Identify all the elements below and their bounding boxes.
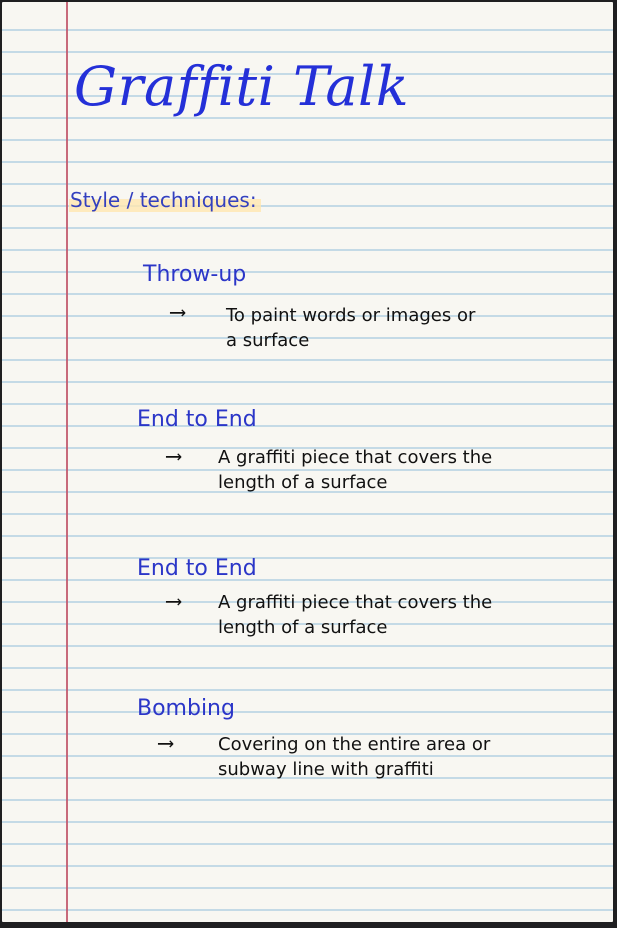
definition-throw-up: To paint words or images or a surface <box>226 305 476 351</box>
arrow-right-icon: ⟶ <box>171 300 185 325</box>
term-end-to-end-2: End to End <box>137 556 257 581</box>
term-bombing: Bombing <box>137 696 235 721</box>
arrow-right-icon: ⟶ <box>159 731 173 756</box>
margin-line <box>66 2 68 922</box>
term-end-to-end-1: End to End <box>137 407 257 432</box>
page-title: Graffiti Talk <box>74 55 410 118</box>
definition-bombing: Covering on the entire area or subway line with graffiti <box>218 734 491 780</box>
term-throw-up: Throw-up <box>143 262 247 287</box>
arrow-right-icon: ⟶ <box>167 444 181 469</box>
notebook-page <box>2 2 613 922</box>
section-label: Style / techniques: <box>69 188 261 212</box>
arrow-right-icon: ⟶ <box>167 589 181 614</box>
definition-end-to-end-2: A graffiti piece that covers the length of a surface <box>218 592 493 638</box>
definition-end-to-end-1: A graffiti piece that covers the length of a surface <box>218 447 493 493</box>
